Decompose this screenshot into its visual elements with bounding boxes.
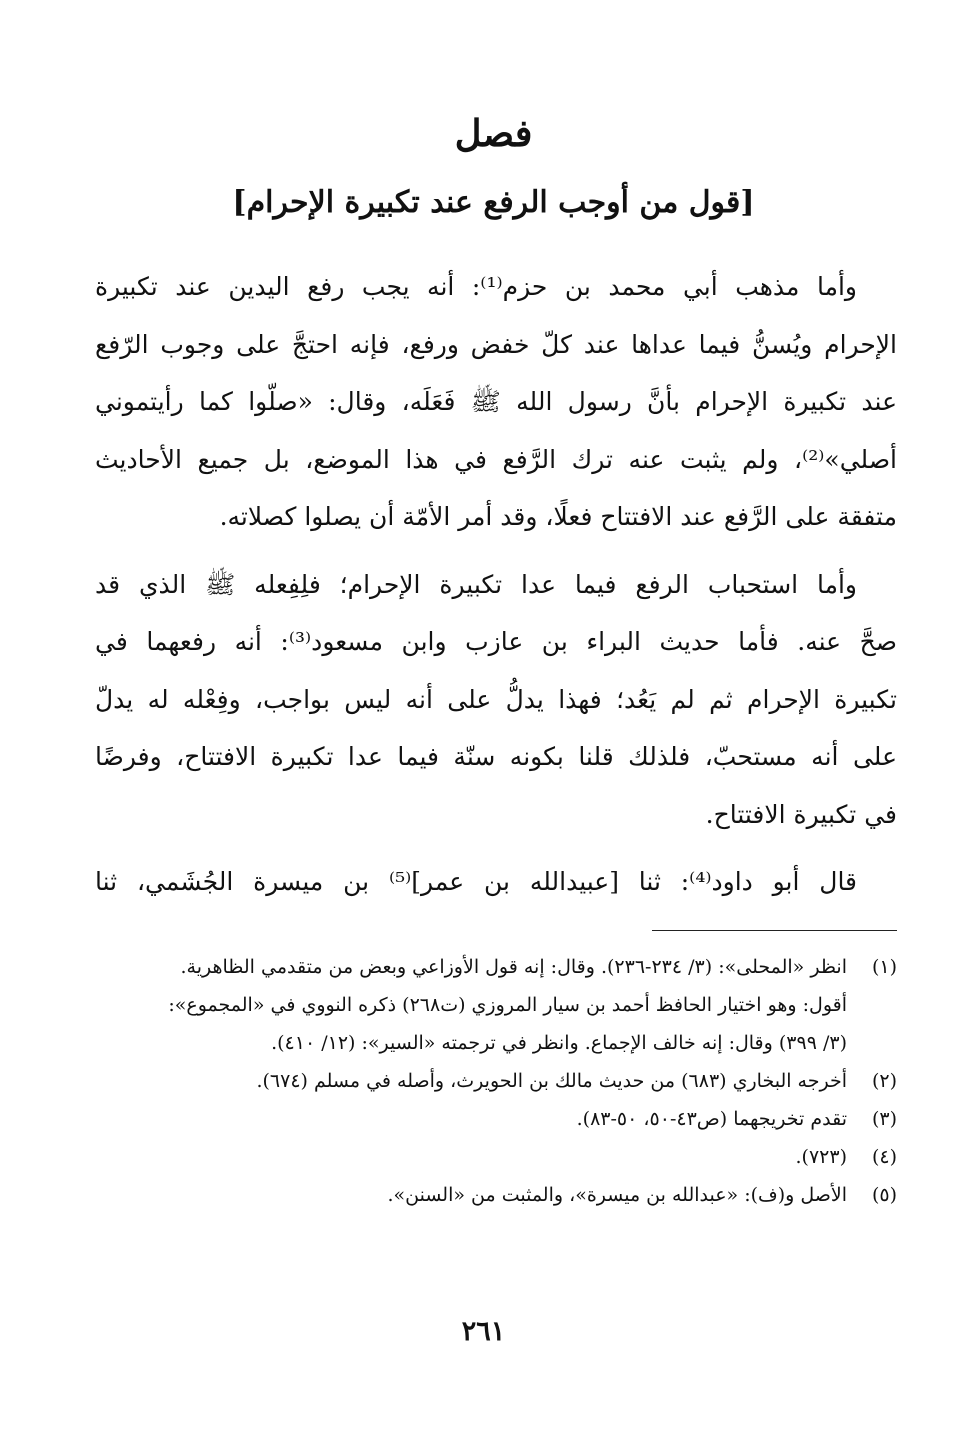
footnote-number: (٤)	[871, 1146, 897, 1168]
text-line: الإحرام ويُسنُّ فيما عداها عند كلّ خفض ورفع، فإنه احتجَّ على وجوب الرّفع	[95, 329, 897, 359]
footnotes	[95, 948, 897, 1214]
footnote-line: انظر «المحلى»: (٣/ ٢٣٤-٢٣٦). وقال: إنه قول الأوزاعي وبعض من متقدمي الظاهرية.	[180, 956, 847, 978]
paragraph-1	[95, 258, 897, 546]
footnote-number: (١)	[871, 956, 897, 978]
text-line: متفقة على الرَّفع عند الافتتاح فعلًا، وقد أمر الأمّة أن يصلوا كصلاته.	[219, 502, 897, 531]
footnote-4	[95, 1138, 897, 1176]
footnote-line: (٣/ ٣٩٩) وقال: إنه خالف الإجماع. وانظر في ترجمته «السير»: (١٢/ ٤١٠).	[271, 1032, 847, 1054]
footnote-line: (٧٢٣).	[795, 1146, 847, 1168]
footnote-divider	[652, 930, 897, 931]
footnote-3	[95, 1100, 897, 1138]
footnote-text	[95, 1138, 847, 1176]
footnote-line: تقدم تخريجهما (ص٤٣-٥٠، ٥٠-٨٣).	[576, 1108, 847, 1130]
text-line: أصلي»⁽²⁾، ولم يثبت عنه ترك الرَّفع في هذا الموضع، بل جميع الأحاديث	[95, 444, 897, 474]
paragraph-2	[95, 556, 897, 844]
text-line: قال أبو داود⁽⁴⁾: ثنا [عبيدالله بن عمر]⁽⁵⁾ بن ميسرة الجُشَمي، ثنا	[95, 867, 858, 896]
footnote-text	[95, 1100, 847, 1138]
text-line: على أنه مستحبّ، فلذلك قلنا بكونه سنّة فيما عدا تكبيرة الافتتاح، وفرضًا	[95, 742, 897, 771]
footnote-text	[95, 1062, 847, 1100]
section-subtitle: [قول من أوجب الرفع عند تكبيرة الإحرام]	[232, 185, 755, 220]
footnote-2	[95, 1062, 897, 1100]
page-number: ٢٦١	[461, 1316, 506, 1347]
footnote-number: (٥)	[871, 1184, 897, 1206]
text-line: صحَّ عنه. فأما حديث البراء بن عازب وابن مسعود⁽³⁾: أنه رفعهما في	[95, 627, 898, 656]
text-line: وأما استحباب الرفع فيما عدا تكبيرة الإحرام؛ فلِفِعله ﷺ الذي قد	[95, 569, 857, 599]
footnote-number: (٣)	[871, 1108, 897, 1130]
footnote-line: الأصل و(ف): «عبدالله بن ميسرة»، والمثبت من «السنن».	[387, 1184, 847, 1206]
section-title: فصل	[454, 111, 533, 155]
footnote-5	[95, 1176, 897, 1214]
paragraph-3	[95, 853, 897, 911]
footnote-1	[95, 948, 897, 1062]
text-line: في تكبيرة الافتتاح.	[705, 799, 897, 829]
footnote-line: أقول: وهو اختيار الحافظ أحمد بن سيار المروزي (ت٢٦٨) ذكره النووي في «المجموع»:	[168, 994, 847, 1016]
text-line: تكبيرة الإحرام ثم لم يَعُد؛ فهذا يدلُّ على أنه ليس بواجب، وفِعْله له يدلّ	[95, 684, 897, 714]
footnote-line: أخرجه البخاري (٦٨٣) من حديث مالك بن الحويرث، وأصله في مسلم (٦٧٤).	[256, 1070, 847, 1092]
footnote-number: (٢)	[871, 1070, 897, 1092]
text-line: عند تكبيرة الإحرام بأنَّ رسول الله ﷺ فَعَلَه، وقال: «صلّوا كما رأيتموني	[95, 387, 897, 416]
footnote-text	[95, 948, 847, 1062]
main-text	[95, 258, 897, 921]
text-line: وأما مذهب أبي محمد بن حزم⁽¹⁾: أنه يجب رفع اليدين عند تكبيرة	[95, 272, 857, 301]
footnote-text	[95, 1176, 847, 1214]
